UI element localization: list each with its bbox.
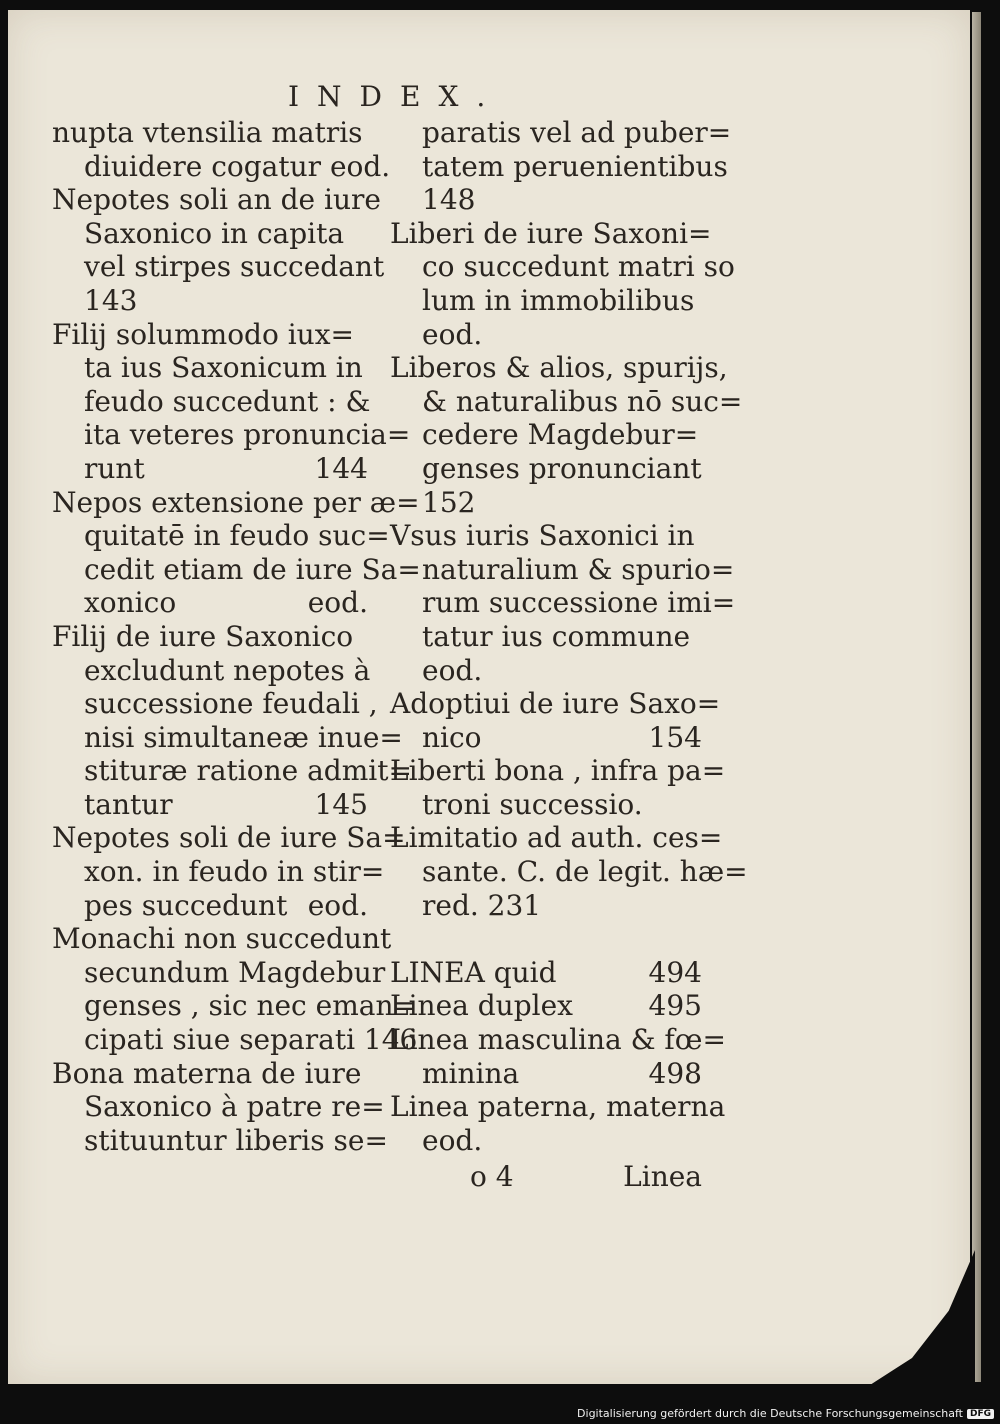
- index-line: [52, 250, 385, 284]
- catchword: Linea: [623, 1160, 702, 1193]
- index-line: [390, 855, 748, 889]
- index-line: [390, 586, 736, 620]
- index-line: [390, 351, 728, 385]
- index-line-text: eod.: [422, 317, 483, 351]
- index-line: [390, 889, 702, 923]
- index-line-text: secundum Magdebur: [84, 955, 386, 989]
- index-line-text: eod.: [422, 653, 483, 687]
- index-line: [52, 318, 368, 352]
- index-line-text: Bona materna de iure: [52, 1056, 362, 1090]
- index-line: [52, 384, 371, 419]
- index-line: [390, 250, 735, 284]
- index-line-text: minina: [422, 1056, 520, 1090]
- index-line-text: stituræ ratione admit=: [84, 754, 412, 788]
- index-line-text: lum in immobilibus: [422, 283, 695, 317]
- index-line-text: genses , sic nec eman=: [84, 989, 417, 1023]
- index-line-text: Adoptiui de iure Saxo=: [390, 687, 721, 721]
- credit-text: Digitalisierung gefördert durch die Deutsche Forschungsgemeinschaft: [577, 1407, 963, 1420]
- index-line-text: ta ius Saxonicum in: [84, 351, 363, 385]
- page-reference: 145: [314, 787, 368, 821]
- index-line-text: Liberi de iure Saxoni=: [390, 216, 712, 250]
- index-line: [52, 586, 368, 620]
- index-line-text: red. 231: [422, 888, 542, 922]
- index-line: [390, 149, 728, 184]
- index-line: [390, 654, 702, 688]
- page-reference: 495: [648, 989, 702, 1023]
- index-line: [390, 519, 702, 553]
- index-line-text: stituuntur liberis se=: [84, 1123, 388, 1157]
- index-line: [390, 687, 721, 721]
- index-line-text: Linea duplex: [390, 989, 573, 1023]
- index-line: [390, 384, 743, 419]
- index-line-text: Linea masculina & fœ=: [390, 1023, 726, 1057]
- index-line: [390, 552, 735, 587]
- index-line-text: sante. C. de legit. hæ=: [422, 855, 748, 889]
- index-line-text: Monachi non succedunt: [52, 922, 392, 956]
- index-line-text: & naturalibus nō suc=: [422, 384, 743, 418]
- index-spacer: [390, 922, 702, 956]
- dfg-logo: DFG: [967, 1409, 994, 1419]
- index-line-text: Nepotes soli de iure Sa=: [52, 821, 406, 855]
- index-line-text: 152: [422, 485, 476, 519]
- index-line-text: Liberos & alios, spurijs,: [390, 351, 728, 385]
- index-line-text: 148: [422, 183, 476, 217]
- index-line: [52, 183, 381, 217]
- index-line-text: quitatē in feudo suc=: [84, 519, 390, 553]
- index-line: [390, 216, 712, 251]
- index-line: [52, 855, 385, 889]
- index-line-text: troni successio.: [422, 787, 643, 821]
- index-line-text: xonico: [84, 586, 177, 620]
- index-line-text: rum successione imi=: [422, 586, 736, 620]
- index-line-text: cedere Magdebur=: [422, 418, 699, 452]
- index-line-text: excludunt nepotes à: [84, 653, 371, 687]
- signature-mark: o 4: [470, 1160, 514, 1193]
- index-line-text: nico: [422, 720, 482, 754]
- index-line: [390, 754, 726, 788]
- index-line-text: tantur: [84, 787, 173, 821]
- page-reference: 498: [648, 1056, 702, 1090]
- index-line-text: LINEA quid: [390, 955, 557, 989]
- index-line-text: Filij solummodo iux=: [52, 317, 354, 351]
- index-line: [52, 519, 390, 553]
- index-line-text: co succedunt matri so: [422, 250, 735, 284]
- index-line: [390, 620, 702, 654]
- index-line: [52, 116, 368, 150]
- index-line-text: naturalium & spurio=: [422, 552, 735, 586]
- index-line-text: pes succedunt: [84, 888, 288, 922]
- index-line: [52, 217, 368, 251]
- index-line: [390, 486, 702, 520]
- index-line: [52, 284, 368, 318]
- index-line: [52, 955, 386, 990]
- index-line: [390, 956, 702, 990]
- index-line: [52, 989, 417, 1023]
- page-reference: 144: [314, 451, 368, 485]
- index-line-text: eod.: [422, 1123, 483, 1157]
- index-line: [390, 318, 702, 352]
- index-line-text: cipati siue separati 146: [84, 1023, 418, 1057]
- index-line: [52, 620, 368, 654]
- index-line: [390, 452, 702, 486]
- index-line-text: successione feudali ,: [84, 687, 378, 721]
- page-reference: 154: [648, 720, 702, 754]
- index-line-text: paratis vel ad puber=: [422, 116, 732, 149]
- index-line: [52, 889, 368, 923]
- page-edge: [972, 12, 981, 1382]
- index-line-text: Limitatio ad auth. ces=: [390, 821, 723, 855]
- page-reference: 494: [648, 955, 702, 989]
- index-column-right: [390, 116, 748, 1157]
- index-line-text: cedit etiam de iure Sa=: [84, 552, 421, 586]
- index-line: [52, 351, 368, 385]
- index-line: [52, 687, 378, 721]
- index-line-text: Liberti bona , infra pa=: [390, 754, 726, 788]
- index-line: [52, 754, 412, 788]
- index-line: [52, 485, 420, 520]
- index-line: [52, 149, 391, 184]
- index-line: [390, 788, 702, 822]
- index-line: [52, 1023, 418, 1057]
- book-page: [8, 10, 970, 1384]
- index-line: [52, 720, 403, 755]
- index-line: [52, 788, 368, 822]
- index-line: [52, 418, 411, 452]
- index-line-text: feudo succedunt : &: [84, 384, 371, 418]
- index-line: [52, 452, 368, 486]
- index-line: [390, 418, 702, 452]
- index-line-text: nupta vtensilia matris: [52, 116, 363, 149]
- index-line-text: Saxonico in capita: [84, 216, 345, 250]
- index-line: [52, 1090, 385, 1124]
- index-line: [52, 552, 421, 587]
- page-header: INDEX.: [288, 80, 504, 113]
- index-line: [390, 1090, 726, 1124]
- index-line: [52, 653, 371, 688]
- index-line-text: Linea paterna, materna: [390, 1090, 726, 1124]
- index-line-text: Filij de iure Saxonico: [52, 619, 354, 653]
- index-line-text: vel stirpes succedant: [84, 250, 385, 284]
- index-line-text: diuidere cogatur eod.: [84, 149, 391, 183]
- index-line-text: xon. in feudo in stir=: [84, 855, 385, 889]
- index-line-text: runt: [84, 451, 145, 485]
- page-reference: eod.: [307, 888, 368, 922]
- index-line: [52, 1123, 388, 1158]
- index-line-text: genses pronunciant: [422, 451, 702, 485]
- index-line: [390, 821, 723, 855]
- index-line: [390, 1023, 726, 1057]
- index-line: [52, 821, 406, 855]
- index-column-left: [52, 116, 421, 1157]
- page-reference: eod.: [307, 586, 368, 620]
- index-line-text: 143: [84, 283, 138, 317]
- index-line: [52, 1057, 368, 1091]
- index-line-text: tatem peruenientibus: [422, 149, 728, 183]
- index-line: [390, 183, 702, 217]
- index-line: [390, 116, 732, 150]
- index-line: [390, 284, 702, 318]
- index-line-text: tatur ius commune: [422, 619, 691, 653]
- index-line-text: ita veteres pronuncia=: [84, 418, 411, 452]
- index-line: [390, 721, 702, 755]
- index-line-text: Vsus iuris Saxonici in: [390, 519, 695, 553]
- index-line-text: Nepos extensione per æ=: [52, 485, 420, 519]
- index-line: [390, 1057, 702, 1091]
- index-line: [390, 989, 702, 1023]
- index-line: [52, 922, 392, 956]
- index-line: [390, 1124, 702, 1158]
- index-line-text: nisi simultaneæ inue=: [84, 720, 403, 754]
- digitization-credit: [577, 1407, 994, 1420]
- index-line-text: Nepotes soli an de iure: [52, 183, 381, 217]
- index-line-text: Saxonico à patre re=: [84, 1090, 385, 1124]
